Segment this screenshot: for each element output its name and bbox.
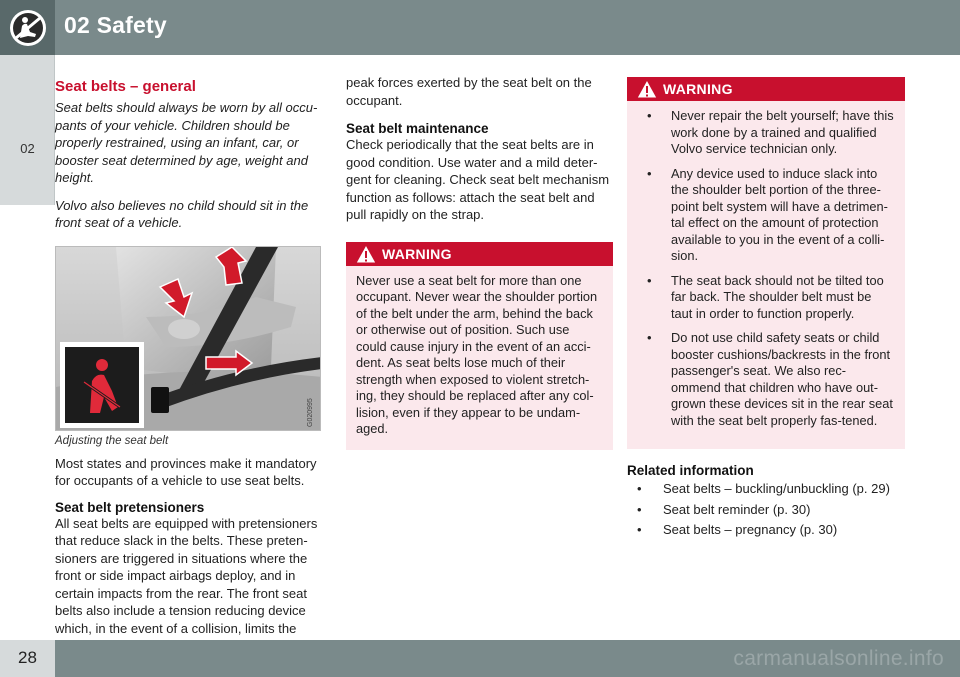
related-link[interactable]: • Seat belts – pregnancy (p. 30) (627, 521, 905, 539)
warning-box (627, 77, 905, 449)
warning-header (346, 242, 613, 266)
warning-box (346, 242, 613, 450)
watermark: carmanualsonline.info (733, 647, 944, 670)
page-number: 28 (18, 648, 37, 667)
seatbelt-no-child-icon (8, 8, 48, 48)
intro-paragraph: Volvo also believes no child should sit in the front seat of a vehicle. (55, 197, 309, 230)
related-list (627, 480, 905, 539)
warning-text: Never use a seat belt for more than one occupant. Never wear the shoulder portion of the belt under the arm, behind the back or otherwise out of position. Such use could cause injury in the event of an acci-dent. As seat belts lose much of their strength when exposed to violent stretch-ing, they should be replaced after any col-lision, even if they appear to be undam-aged. (356, 272, 598, 436)
section-title: Seat belts – general (55, 78, 196, 95)
warning-list-container (627, 101, 905, 449)
warning-triangle-icon (355, 243, 377, 265)
pretensioners-heading: Seat belt pretensioners (55, 499, 205, 515)
mandatory-paragraph: Most states and provinces make it mandatory for occupants of a vehicle to use seat belts. (55, 455, 317, 488)
maintenance-text: Check periodically that the seat belts are in good condition. Use water and a mild deter-gent for cleaning. Check seat belt mechanism function as follows: attach the seat belt and pull rapidly on the strap. (346, 137, 610, 222)
list-item: • The seat back should not be tilted too far back. The shoulder belt must be taut in order to function properly. (637, 273, 895, 323)
continued-paragraph: peak forces exerted by the seat belt on the occupant. (346, 75, 592, 108)
side-tab-label: 02 (20, 141, 35, 156)
intro-paragraph: Seat belts should always be worn by all occu-pants of your vehicle. Children should be properly restrained, using an infant, car, or booster seat determined by age, weight and height. (55, 100, 318, 185)
list-item: • Never repair the belt yourself; have this work done by a trained and qualified Volvo service technician only. (637, 108, 895, 158)
chapter-title: 02 Safety (64, 12, 167, 38)
warning-header (627, 77, 905, 101)
pretensioners-text: All seat belts are equipped with pretensioners that reduce slack in the belts. These preten-sioners are triggered in situations where the front or side impact airbags deploy, and in certain impacts from the rear. The front seat belts also include a tension reducing device which, in the event of a collision, limits the (55, 515, 318, 636)
chapter-side-tab (0, 55, 55, 205)
warning-label: WARNING (382, 245, 452, 262)
seat-belt-figure-svg (56, 247, 321, 431)
column-middle (346, 74, 613, 450)
list-item: • Do not use child safety seats or child booster cushions/backrests in the front passenger's seat. We also rec-ommend that children who have out-grown these devices sit in the rear seat with the seat belt properly fas-tened. (637, 330, 895, 429)
chapter-icon-box (0, 0, 55, 55)
column-right (627, 74, 905, 542)
list-item: • Any device used to induce slack into the shoulder belt portion of the three-point belt system will have a detrimen-tal effect on the amount of protection available to you in the event of a colli-sion. (637, 166, 895, 265)
column-left (55, 74, 321, 637)
related-link[interactable]: • Seat belt reminder (p. 30) (627, 501, 905, 519)
seat-belt-illustration (55, 246, 321, 431)
maintenance-heading: Seat belt maintenance (346, 121, 489, 136)
figure-caption: Adjusting the seat belt (55, 434, 169, 447)
related-heading: Related information (627, 463, 754, 478)
warning-triangle-icon (636, 78, 658, 100)
figure-code: G020995 (307, 397, 314, 427)
related-link[interactable]: • Seat belts – buckling/unbuckling (p. 29) (627, 480, 905, 498)
warning-list (637, 108, 895, 429)
warning-label: WARNING (663, 81, 733, 97)
